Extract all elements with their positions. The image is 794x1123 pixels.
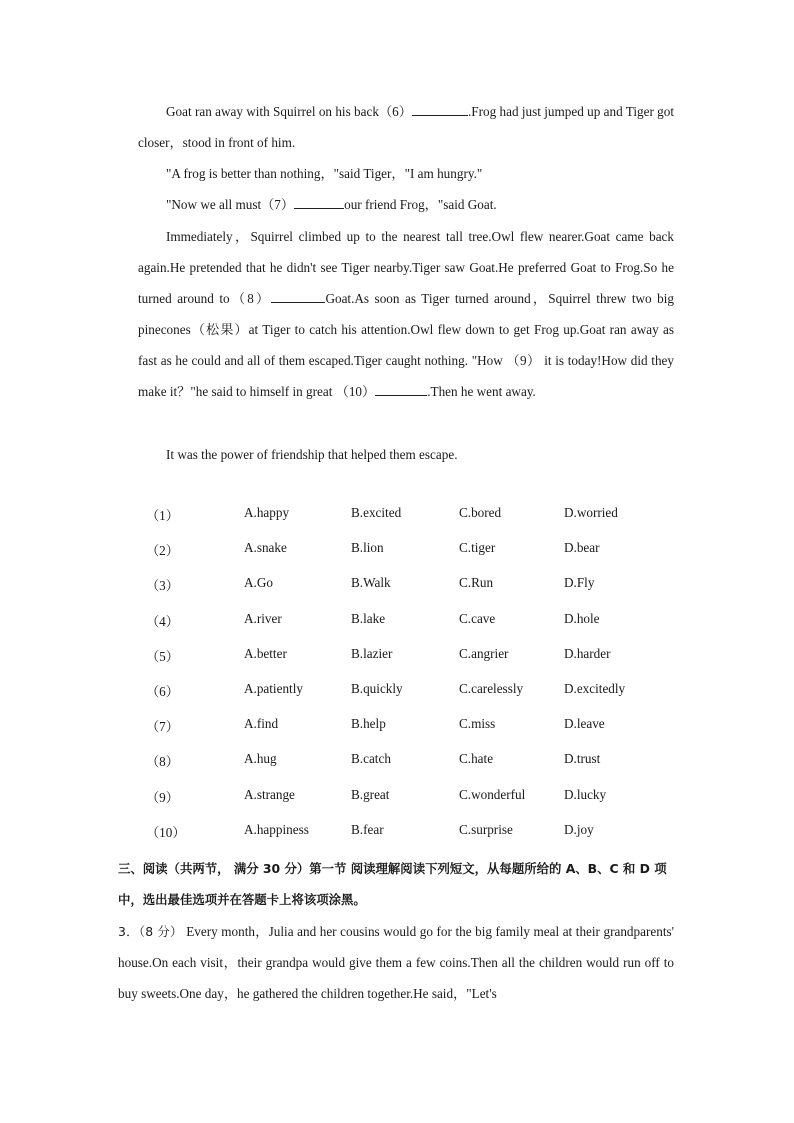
- answer-blank-10: [375, 382, 427, 396]
- question-number: （1）: [146, 508, 179, 523]
- option-d: D.joy: [564, 821, 594, 837]
- option-c: C.bored: [459, 505, 502, 520]
- option-c: C.miss: [459, 716, 496, 732]
- passage-paragraph-2: "A frog is better than nothing，"said Tiger，"I am hungry.": [166, 166, 483, 181]
- option-c: C.Run: [459, 575, 494, 591]
- option-d: D.trust: [564, 751, 601, 767]
- answer-blank-7: [294, 195, 344, 209]
- option-b: B.fear: [351, 821, 384, 837]
- option-b: B.quickly: [351, 680, 403, 696]
- question-3: [118, 916, 674, 1009]
- passage-paragraph-3: [166, 189, 497, 220]
- section-header: 三、阅读（共两节， 满分 30 分）第一节 阅读理解阅读下列短文，从每题所给的 A、B、C 和 D 项中，选出最佳选项并在答题卡上将该项涂黑。: [118, 861, 667, 907]
- question-number: （6）: [146, 683, 179, 699]
- passage-paragraph-4: [138, 221, 674, 407]
- option-c: C.carelessly: [459, 680, 524, 696]
- option-d: D.worried: [564, 505, 618, 520]
- question-number: （9）: [146, 789, 179, 805]
- option-a: A.snake: [244, 540, 287, 556]
- option-a: A.Go: [244, 575, 273, 591]
- question-number: （5）: [146, 648, 179, 664]
- option-b: B.lake: [351, 610, 386, 626]
- option-a: A.river: [244, 610, 282, 626]
- question-number: （3）: [146, 578, 179, 594]
- question-number: 3．（8 分）: [118, 924, 183, 939]
- option-d: D.Fly: [564, 575, 595, 591]
- option-b: B.great: [351, 786, 390, 802]
- passage-text: our friend Frog，"said Goat.: [344, 197, 497, 212]
- option-c: C.angrier: [459, 645, 509, 661]
- option-a: A.happiness: [244, 821, 309, 837]
- option-b: B.help: [351, 716, 386, 732]
- question-number: （7）: [146, 719, 179, 735]
- option-a: A.happy: [244, 505, 290, 520]
- question-number: （4）: [146, 613, 179, 629]
- passage-text: "Now we all must（7）: [166, 197, 295, 212]
- passage-paragraph-1: [138, 96, 674, 158]
- option-d: D.hole: [564, 610, 600, 626]
- answer-blank-8: [271, 289, 325, 303]
- option-d: D.leave: [564, 716, 605, 732]
- passage-text: .Then he went away.: [427, 384, 536, 399]
- option-a: A.patiently: [244, 680, 303, 696]
- question-number: （8）: [146, 754, 179, 770]
- answer-blank-6: [412, 102, 468, 116]
- option-a: A.better: [244, 645, 287, 661]
- option-d: D.bear: [564, 540, 600, 556]
- option-a: A.find: [244, 716, 279, 732]
- option-c: C.wonderful: [459, 786, 526, 802]
- option-d: D.excitedly: [564, 680, 626, 696]
- option-b: B.catch: [351, 751, 391, 767]
- option-b: B.lion: [351, 540, 384, 556]
- question-text: Every month，Julia and her cousins would go for the big family meal at their grandparents' house.On each visit，their grandpa would give them a few coins.Then all the children would run off to buy sweets.One day，he gathered the children together.He said，"Let's: [118, 924, 674, 1001]
- option-c: C.surprise: [459, 821, 513, 837]
- passage-text: Goat ran away with Squirrel on his back（6）: [166, 104, 412, 119]
- question-number: （2）: [146, 543, 179, 559]
- passage-text: Immediately，Squirrel climbed up to the nearest tall tree.Owl flew nearer.Goat came back again.He pretended that he didn't see Tiger nearby.Tiger saw Goat.He preferred Goat to Frog.So he turned around to（8）: [138, 229, 674, 306]
- passage-paragraph-5: It was the power of friendship that helped them escape.: [166, 447, 458, 462]
- option-b: B.lazier: [351, 645, 393, 661]
- option-c: C.tiger: [459, 540, 496, 556]
- question-number: （10）: [146, 824, 186, 840]
- option-d: D.lucky: [564, 786, 607, 802]
- option-d: D.harder: [564, 645, 611, 661]
- option-c: C.cave: [459, 610, 496, 626]
- option-b: B.excited: [351, 505, 402, 520]
- passage-text: Goat.As soon as Tiger turned around，Squirrel threw two big pinecones（松果）at Tiger to catch his attention.Owl flew down to get Frog up.Goat ran away as fast as he could and all of them escaped.Tiger caught nothing. "How （9）: [138, 291, 674, 368]
- option-b: B.Walk: [351, 575, 391, 591]
- option-c: C.hate: [459, 751, 494, 767]
- option-a: A.hug: [244, 751, 277, 767]
- option-a: A.strange: [244, 786, 295, 802]
- passage-text: it is today!How did they make it？"he said to himself in great （10）: [138, 353, 674, 399]
- passage-text: .Frog had just jumped up and Tiger got closer，stood in front of him.: [138, 104, 675, 150]
